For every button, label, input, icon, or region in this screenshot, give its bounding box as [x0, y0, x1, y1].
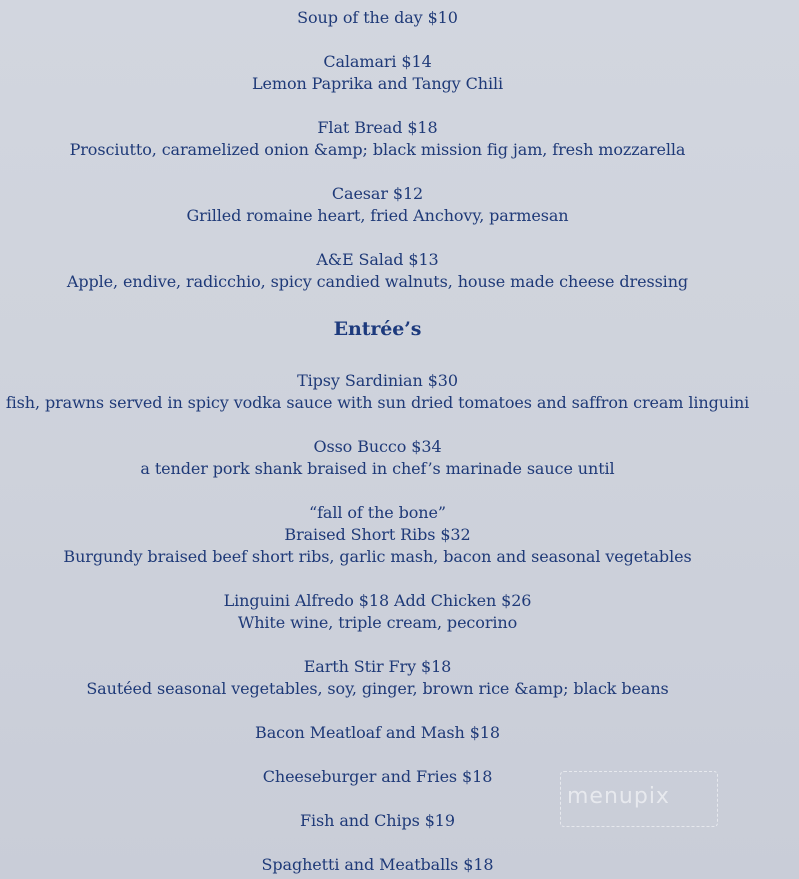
menu-item-description: fish, prawns served in spicy vodka sauce with sun dried tomatoes and saffron cream linguini: [5, 393, 750, 412]
watermark-logo: [560, 771, 718, 827]
menu-item-title: Braised Short Ribs $32: [284, 525, 471, 544]
menu-item-title: Soup of the day $10: [297, 8, 458, 27]
menu-item-title: Fish and Chips $19: [300, 811, 455, 830]
watermark-text: menupix: [567, 784, 670, 809]
menu-item-title: Bacon Meatloaf and Mash $18: [255, 723, 500, 742]
menu-item-description: a tender pork shank braised in chef’s marinade sauce until: [140, 459, 615, 478]
menu-item-description: Lemon Paprika and Tangy Chili: [251, 74, 503, 93]
menu-item-description: Prosciutto, caramelized onion &amp; black mission fig jam, fresh mozzarella: [69, 140, 686, 159]
section-heading-entrees: Entrée’s: [333, 318, 422, 340]
menu-item-title: Earth Stir Fry $18: [303, 657, 452, 676]
menu-item-description: “fall of the bone”: [309, 503, 446, 522]
menu-item-description: Apple, endive, radicchio, spicy candied walnuts, house made cheese dressing: [66, 272, 689, 291]
menu-item-title: Linguini Alfredo $18 Add Chicken $26: [223, 591, 532, 610]
menu-item-title: Calamari $14: [323, 52, 432, 71]
menu-item-title: Tipsy Sardinian $30: [297, 371, 458, 390]
menu-item-title: Flat Bread $18: [317, 118, 438, 137]
menu-item-title: Cheeseburger and Fries $18: [262, 767, 493, 786]
menu-item-title: Spaghetti and Meatballs $18: [261, 855, 494, 874]
menu-item-title: Osso Bucco $34: [313, 437, 442, 456]
menu-item-title: Caesar $12: [331, 184, 424, 203]
menu-item-title: A&E Salad $13: [316, 250, 439, 269]
menu-item-description: Burgundy braised beef short ribs, garlic mash, bacon and seasonal vegetables: [63, 547, 692, 566]
menu-item-description: White wine, triple cream, pecorino: [237, 613, 518, 632]
menu-item-description: Sautéed seasonal vegetables, soy, ginger, brown rice &amp; black beans: [86, 679, 669, 698]
menu-item-description: Grilled romaine heart, fried Anchovy, parmesan: [186, 206, 569, 225]
